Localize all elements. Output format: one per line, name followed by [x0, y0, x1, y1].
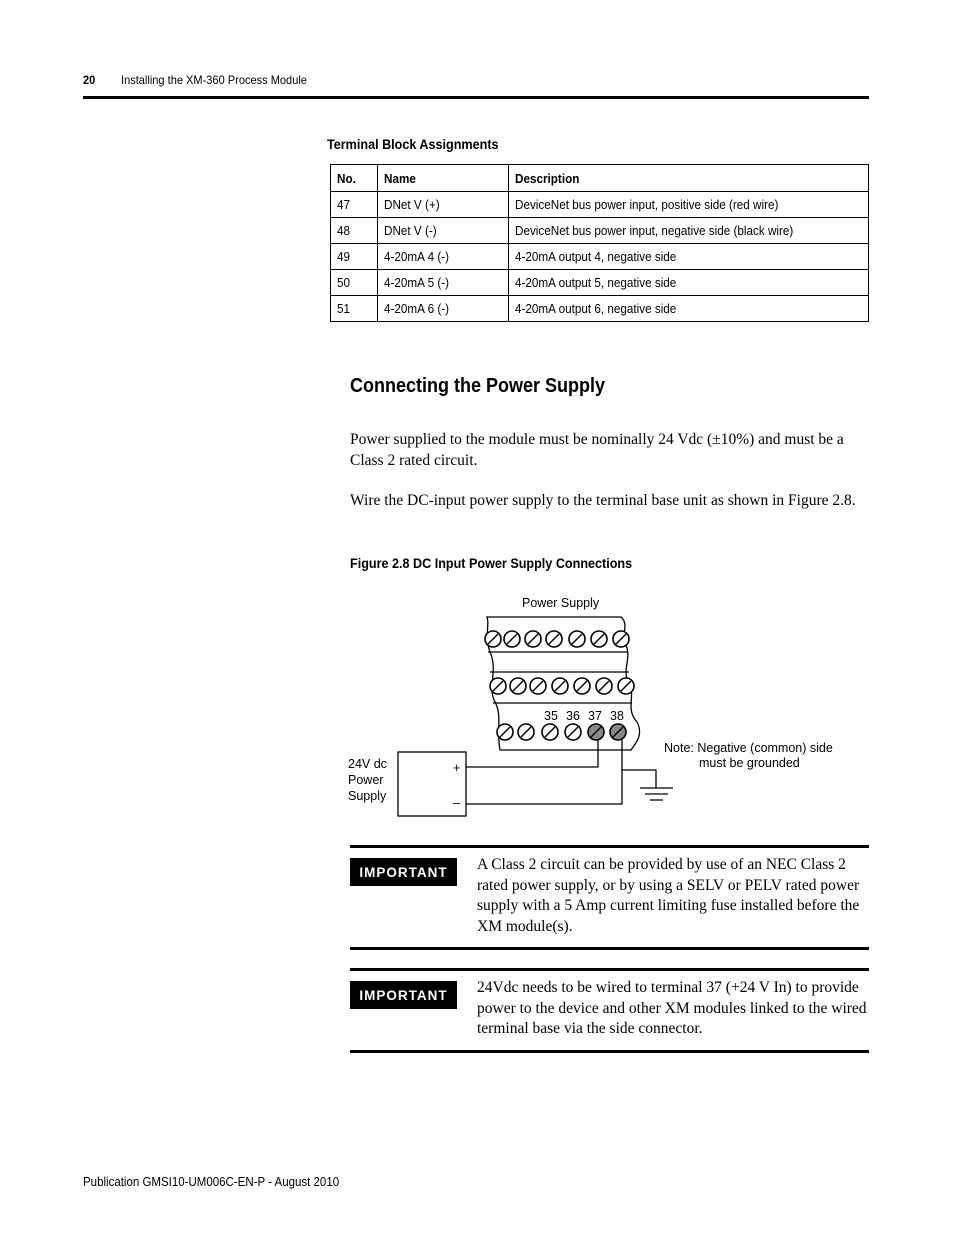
column-header-description: Description — [509, 165, 869, 192]
note-line-1: Note: Negative (common) side — [664, 741, 833, 755]
important-top-rule — [350, 845, 869, 848]
cell-description: 4-20mA output 4, negative side — [509, 244, 869, 270]
ground-wire — [622, 770, 656, 788]
important-top-rule — [350, 968, 869, 971]
important-bottom-rule — [350, 947, 869, 950]
publication-footer: Publication GMSI10-UM006C-EN-P - August 2010 — [83, 1175, 340, 1189]
cell-name: DNet V (+) — [378, 192, 509, 218]
supply-label-line-3: Supply — [348, 789, 387, 803]
body-paragraph: Power supplied to the module must be nominally 24 Vdc (±10%) and must be a Class 2 rated circuit. — [350, 431, 844, 469]
terminal-block-table — [330, 164, 869, 322]
table-row — [331, 296, 869, 322]
ground-icon — [640, 788, 673, 800]
cell-description: DeviceNet bus power input, negative side (black wire) — [509, 218, 869, 244]
cell-description: 4-20mA output 6, negative side — [509, 296, 869, 322]
note-line-2: must be grounded — [699, 756, 800, 770]
cell-no: 49 — [331, 244, 378, 270]
cell-no: 50 — [331, 270, 378, 296]
table-row — [331, 218, 869, 244]
running-header-title: Installing the XM-360 Process Module — [121, 73, 307, 87]
table-row — [331, 270, 869, 296]
important-bottom-rule — [350, 1050, 869, 1053]
terminal-label-36: 36 — [566, 709, 580, 723]
cell-name: 4-20mA 5 (-) — [378, 270, 509, 296]
cell-name: 4-20mA 4 (-) — [378, 244, 509, 270]
terminal-label-38: 38 — [610, 709, 624, 723]
cell-description: 4-20mA output 5, negative side — [509, 270, 869, 296]
cell-no: 48 — [331, 218, 378, 244]
cell-no: 51 — [331, 296, 378, 322]
section-heading: Connecting the Power Supply — [350, 375, 606, 397]
important-badge: IMPORTANT — [350, 981, 457, 1009]
terminal-label-37: 37 — [588, 709, 602, 723]
cell-name: 4-20mA 6 (-) — [378, 296, 509, 322]
supply-label-line-2: Power — [348, 773, 384, 787]
power-supply-wiring-diagram — [340, 590, 850, 830]
important-text: A Class 2 circuit can be provided by use of an NEC Class 2 rated power supply, or by using a SELV or PELV rated power supply with a 5 Amp current limiting fuse installed before the XM module(s). — [477, 856, 860, 935]
minus-terminal-label: – — [453, 796, 460, 810]
page-number: 20 — [83, 73, 96, 87]
body-paragraph: Wire the DC-input power supply to the terminal base unit as shown in Figure 2.8. — [350, 492, 856, 509]
cell-name: DNet V (-) — [378, 218, 509, 244]
header-rule — [83, 96, 869, 99]
table-row — [331, 192, 869, 218]
table-title: Terminal Block Assignments — [327, 136, 499, 152]
figure-caption: Figure 2.8 DC Input Power Supply Connections — [350, 555, 633, 571]
terminal-label-35: 35 — [544, 709, 558, 723]
column-header-name: Name — [378, 165, 509, 192]
diagram-title: Power Supply — [522, 596, 600, 610]
table-header-row — [331, 165, 869, 192]
supply-label-line-1: 24V dc — [348, 757, 387, 771]
table-row — [331, 244, 869, 270]
important-badge: IMPORTANT — [350, 858, 457, 886]
cell-no: 47 — [331, 192, 378, 218]
cell-description: DeviceNet bus power input, positive side (red wire) — [509, 192, 869, 218]
important-text: 24Vdc needs to be wired to terminal 37 (+24 V In) to provide power to the device and other XM modules linked to the wired terminal base via the side connector. — [477, 979, 867, 1037]
column-header-no: No. — [331, 165, 378, 192]
plus-terminal-label: + — [453, 761, 461, 775]
